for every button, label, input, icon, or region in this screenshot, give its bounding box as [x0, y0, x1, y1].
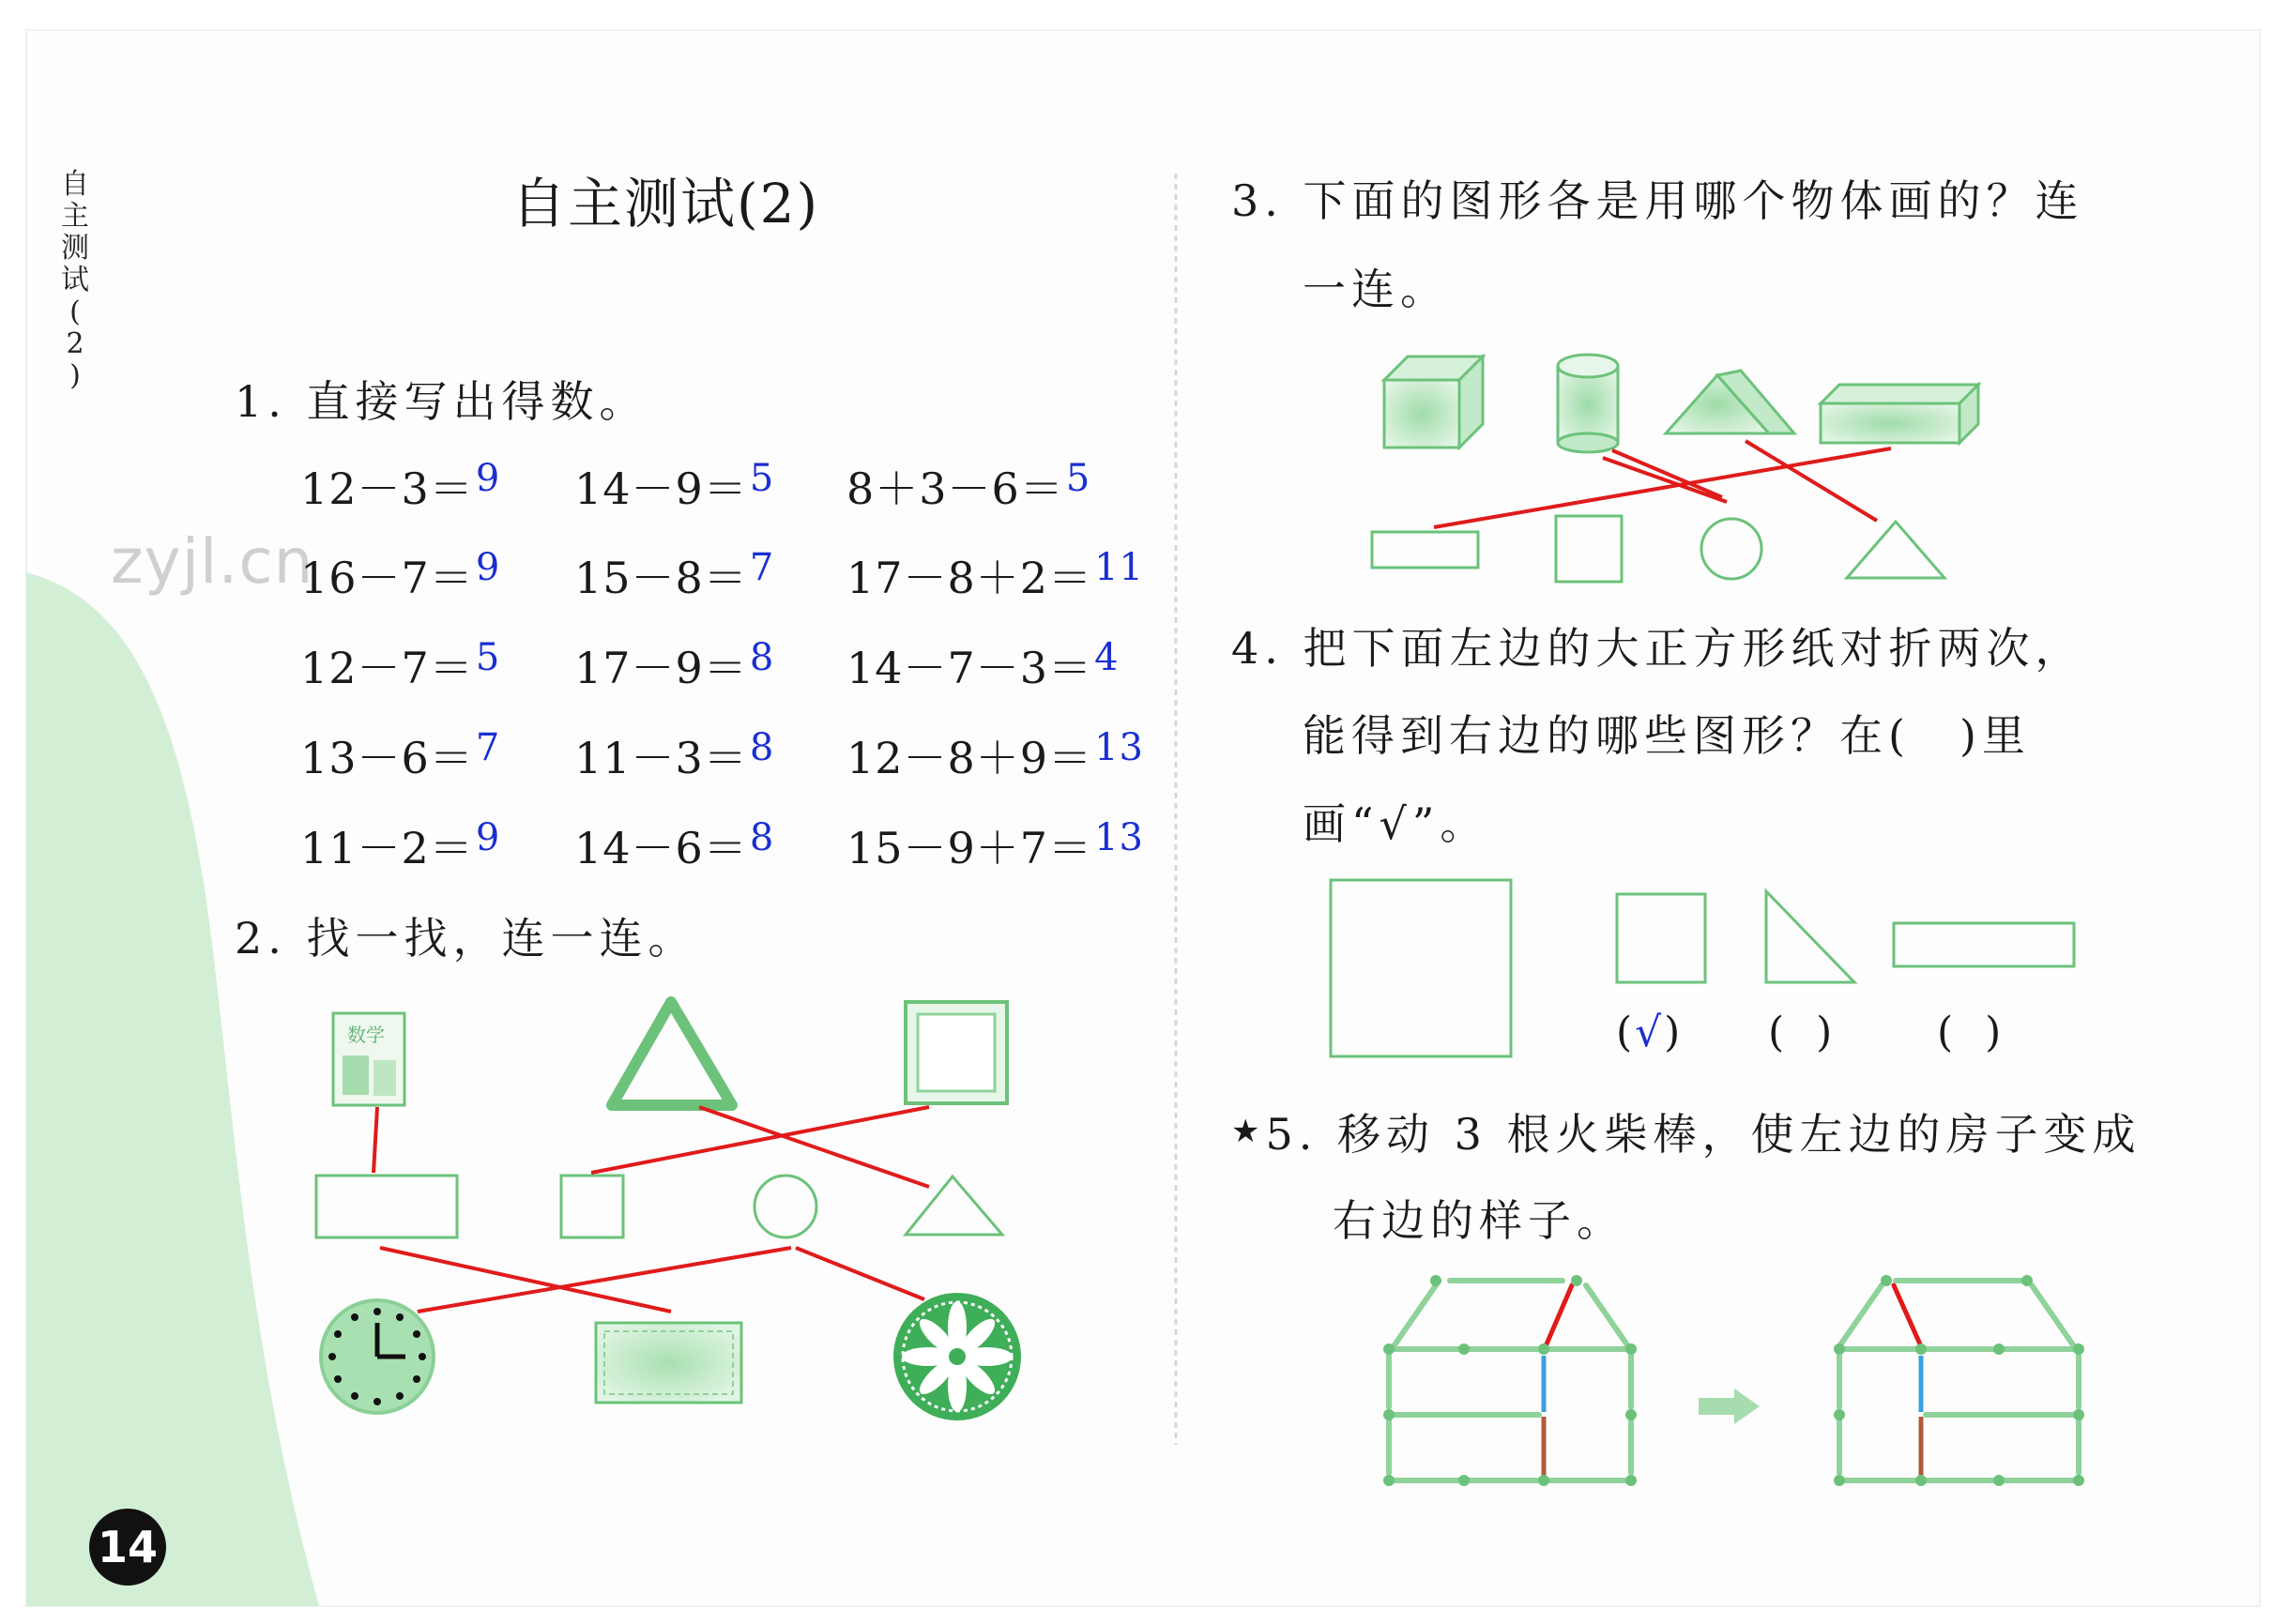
q2-title: 2. 找一找，连一连。	[235, 913, 697, 964]
star-icon: ★	[1231, 1113, 1266, 1150]
arrow-icon	[1699, 1389, 1760, 1424]
answer: 5	[475, 636, 501, 679]
matchstick-house-left	[1383, 1275, 1637, 1486]
answer: 9	[475, 816, 501, 859]
equation: 17－9＝8	[574, 636, 775, 693]
answer: 8	[749, 726, 775, 769]
choice-triangle[interactable]: ( )	[1768, 1009, 1833, 1056]
equation: 12－3＝9	[300, 457, 501, 514]
q4-title-line3: 画“√”。	[1303, 798, 1489, 849]
equation: 11－3＝8	[574, 726, 775, 783]
q1-title: 1. 直接写出得数。	[235, 376, 648, 427]
q5-title-line2: 右边的样子。	[1333, 1195, 1625, 1246]
matchstick-house-right	[1834, 1275, 2084, 1486]
equation: 8＋3－6＝5	[846, 457, 1091, 514]
answer: 8	[749, 816, 775, 859]
equation: 14－7－3＝4	[846, 636, 1120, 693]
q5-title-line1: ★5. 移动 3 根火柴棒，使左边的房子变成	[1231, 1109, 2142, 1160]
check-mark: √	[1635, 1009, 1662, 1056]
answer: 7	[475, 726, 501, 769]
choice-square[interactable]: (√)	[1616, 1009, 1681, 1056]
answer: 9	[475, 546, 501, 589]
watermark: zyjl.cn	[111, 525, 314, 598]
equation: 17－8＋2＝11	[846, 546, 1144, 603]
equation: 12－8＋9＝13	[846, 726, 1144, 783]
equation: 11－2＝9	[300, 816, 501, 873]
answer: 13	[1094, 726, 1144, 769]
equation: 16－7＝9	[300, 546, 501, 603]
answer: 9	[475, 457, 501, 500]
equation: 12－7＝5	[300, 636, 501, 693]
q3-title-line2: 一连。	[1303, 264, 1449, 314]
answer: 5	[749, 457, 775, 500]
equation: 13－6＝7	[300, 726, 501, 783]
equation: 14－9＝5	[574, 457, 775, 514]
q3-title-line1: 3. 下面的图形各是用哪个物体画的？连	[1231, 175, 2084, 226]
page-title: 自主测试(2)	[511, 172, 820, 235]
answer: 8	[749, 636, 775, 679]
page-number: 14	[89, 1509, 166, 1586]
answer: 7	[749, 546, 775, 589]
answer: 13	[1094, 816, 1144, 859]
choice-rectangle[interactable]: ( )	[1937, 1009, 2002, 1056]
q4-title-line2: 能得到右边的哪些图形？在( )里	[1303, 710, 2031, 761]
answer: 4	[1094, 636, 1120, 679]
equation: 15－8＝7	[574, 546, 775, 603]
side-label: 自 主 测 试 ( 2 )	[61, 168, 89, 392]
book-cover-text: 数学	[347, 1024, 385, 1046]
equation: 15－9＋7＝13	[846, 816, 1144, 873]
q4-title-line1: 4. 把下面左边的大正方形纸对折两次，	[1231, 623, 2084, 674]
equation: 14－6＝8	[574, 816, 775, 873]
answer: 11	[1094, 546, 1144, 589]
answer: 5	[1065, 457, 1091, 500]
